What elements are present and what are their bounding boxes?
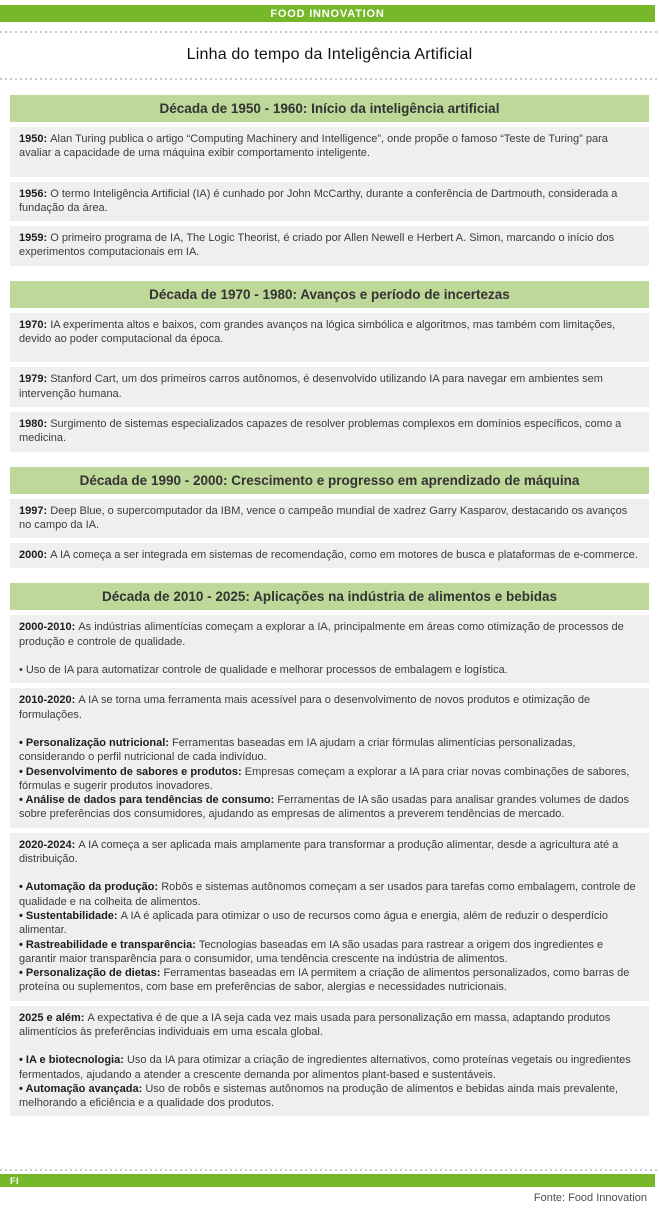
event-label: • Análise de dados para tendências de consumo: [19, 794, 278, 807]
event-text: • Automação avançada: Uso de robôs e sistemas autônomos na produção de alimentos e bebidas ainda mais prevalente, melhorando a eficiência e a qualidade dos produtos. [19, 1082, 619, 1110]
event-block [10, 127, 649, 177]
event-block [10, 412, 649, 452]
section-header: Década de 2010 - 2025: Aplicações na indústria de alimentos e bebidas [10, 583, 649, 610]
event-label: 1980: [19, 417, 51, 430]
event-block [10, 833, 649, 1001]
event-label: • Personalização nutricional: [19, 736, 173, 749]
event-label: 1997: [19, 504, 51, 517]
event-label: 2000-2010: [19, 621, 79, 634]
event-text: 1956: O termo Inteligência Artificial (IA) é cunhado por John McCarthy, durante a conferência de Dartmouth, considerada a fundação da área. [19, 187, 618, 214]
page-footer [0, 1157, 659, 1210]
event-label: • Rastreabilidade e transparência: [19, 938, 199, 951]
event-label: 1979: [19, 373, 51, 386]
event-text: 2000: A IA começa a ser integrada em sistemas de recomendação, como em motores de busca e plataformas de e-commerce. [19, 549, 638, 562]
event-text: 1979: Stanford Cart, um dos primeiros carros autônomos, é desenvolvido utilizando IA para navegar em ambientes sem intervenção humana. [19, 373, 603, 400]
timeline-sections [0, 80, 659, 1121]
event-text: • Uso de IA para automatizar controle de qualidade e melhorar processos de embalagem e logística. [19, 664, 508, 677]
event-block [10, 367, 649, 407]
event-text: 2020-2024: A IA começa a ser aplicada mais amplamente para transformar a produção alimentar, desde a agricultura até a distribuição. [19, 838, 619, 866]
footer-bar [0, 1174, 655, 1187]
event-text: 1959: O primeiro programa de IA, The Logic Theorist, é criado por Allen Newell e Herbert A. Simon, marcando o início dos experimentos computacionais em IA. [19, 232, 615, 259]
section-header: Década de 1990 - 2000: Crescimento e progresso em aprendizado de máquina [10, 467, 649, 494]
brand-label: FOOD INNOVATION [270, 7, 385, 20]
page-header [0, 0, 659, 80]
event-text: 1950: Alan Turing publica o artigo “Computing Machinery and Intelligence”, onde propõe o famoso “Teste de Turing” para avaliar a capacidade de uma máquina exibir comportamento inteligente. [19, 133, 608, 160]
event-label: 2020-2024: [19, 838, 79, 851]
event-text: 2010-2020: A IA se torna uma ferramenta mais acessível para o desenvolvimento de novos produtos e otimização de formulações. [19, 694, 591, 721]
event-text: • Personalização nutricional: Ferramentas baseadas em IA ajudam a criar fórmulas alimentícias personalizadas, considerando o perfil nutricional de cada indivíduo. [19, 736, 576, 764]
event-label: • IA e biotecnologia: [19, 1054, 127, 1067]
event-label: 1959: [19, 232, 51, 245]
event-label: 1956: [19, 187, 51, 200]
event-block [10, 313, 649, 363]
event-text: • Personalização de dietas: Ferramentas baseadas em IA permitem a criação de alimentos personalizados, como barras de proteína ou suplementos, com base em preferências de sabor, alergias e necessidades nutricionais. [19, 967, 630, 994]
event-text: • Rastreabilidade e transparência: Tecnologias baseadas em IA são usadas para rastrear a origem dos ingredientes e garantir maior transparência para o consumidor, uma tendência crescente na indústria de alimentos. [19, 938, 604, 965]
event-text: • Desenvolvimento de sabores e produtos: Empresas começam a explorar a IA para criar novas combinações de sabores, fórmulas e sugerir produtos inovadores. [19, 765, 630, 792]
event-label: • Sustentabilidade: [19, 909, 121, 922]
section-header: Década de 1970 - 1980: Avanços e período de incertezas [10, 281, 649, 308]
timeline-section-2010-2025 [10, 583, 649, 1116]
footer-logo: FI [10, 1175, 19, 1186]
brand-bar [0, 5, 655, 22]
event-label: 2000: [19, 549, 51, 562]
event-label: • Automação da produção: [19, 881, 162, 894]
event-block [10, 182, 649, 222]
section-header: Década de 1950 - 1960: Início da inteligência artificial [10, 95, 649, 122]
event-label: 2010-2020: [19, 694, 79, 707]
event-block [10, 543, 649, 568]
event-text: • Sustentabilidade: A IA é aplicada para otimizar o uso de recursos como água e energia, além de reduzir o desperdício alimentar. [19, 909, 608, 937]
event-block [10, 688, 649, 827]
timeline-section-1950-1960 [10, 95, 649, 266]
event-label: • Personalização de dietas: [19, 967, 164, 980]
event-label: 2025 e além: [19, 1011, 88, 1024]
event-text: • IA e biotecnologia: Uso da IA para otimizar a criação de ingredientes alternativos, como proteínas vegetais ou ingredientes fermentados, ajudando a atender a crescente demanda por alimentos plant-based e sustentáveis. [19, 1054, 631, 1081]
event-text: 1997: Deep Blue, o supercomputador da IBM, vence o campeão mundial de xadrez Garry Kasparov, destacando os avanços no campo da IA. [19, 504, 628, 531]
dotted-divider [0, 1169, 659, 1171]
timeline-section-1970-1980 [10, 281, 649, 452]
event-label: 1950: [19, 133, 51, 145]
page-title: Linha do tempo da Inteligência Artificial [186, 46, 473, 63]
event-block [10, 1006, 649, 1117]
event-label: • Desenvolvimento de sabores e produtos: [19, 765, 245, 778]
event-text: 1980: Surgimento de sistemas especializados capazes de resolver problemas complexos em domínios específicos, como a medicina. [19, 417, 622, 445]
source-credit: Fonte: Food Innovation [533, 1192, 647, 1204]
event-text: 1970: IA experimenta altos e baixos, com grandes avanços na lógica simbólica e algoritmos, mas também com limitações, devido ao poder computacional da época. [19, 318, 616, 346]
event-block [10, 615, 649, 683]
event-text: • Automação da produção: Robôs e sistemas autônomos começam a ser usados para tarefas como embalagem, controle de qualidade e na colheita de alimentos. [19, 881, 636, 908]
event-label: 1970: [19, 318, 51, 331]
event-text: 2000-2010: As indústrias alimentícias começam a explorar a IA, principalmente em áreas como otimização de processos de produção e controle de qualidade. [19, 621, 624, 648]
event-block [10, 499, 649, 539]
event-text: 2025 e além: A expectativa é de que a IA seja cada vez mais usada para personalização em massa, adaptando produtos alimentícios às preferências individuais em uma escala global. [19, 1011, 611, 1038]
timeline-section-1990-2000 [10, 467, 649, 569]
event-text: • Análise de dados para tendências de consumo: Ferramentas de IA são usadas para analisar grandes volumes de dados sobre preferências dos consumidores, ajudando as empresas de alimentos a preverem tendências de mercado. [19, 794, 629, 821]
event-block [10, 226, 649, 266]
event-label: • Automação avançada: [19, 1082, 146, 1095]
